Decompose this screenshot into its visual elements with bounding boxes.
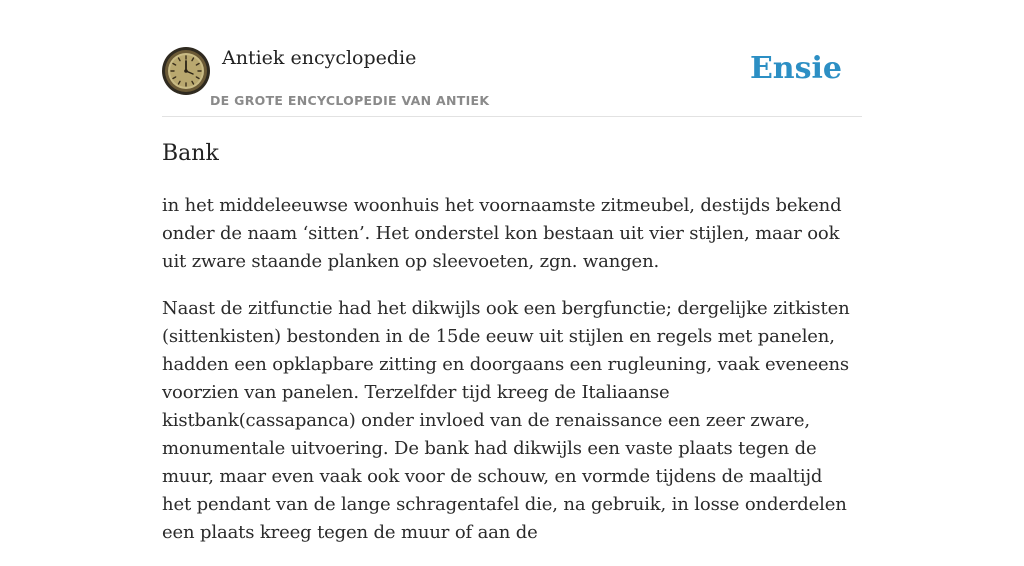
brand-logo[interactable]: Ensie bbox=[749, 51, 842, 86]
article-body bbox=[162, 192, 852, 566]
article-paragraph: in het middeleeuwse woonhuis het voornaamste zitmeubel, destijds bekend onder de naam ‘sitten’. Het onderstel kon bestaan uit vier stijlen, maar ook uit zware staande planken op sleevoeten, zgn. wangen. bbox=[162, 195, 842, 272]
article-title: Bank bbox=[162, 141, 219, 166]
site-title[interactable]: Antiek encyclopedie bbox=[222, 47, 417, 69]
site-subtitle: DE GROTE ENCYCLOPEDIE VAN ANTIEK bbox=[210, 93, 490, 108]
pocket-watch-icon[interactable] bbox=[162, 47, 210, 95]
article-paragraph: Naast de zitfunctie had het dikwijls ook een bergfunctie; dergelijke zitkisten (sittenkisten) bestonden in de 15de eeuw uit stijlen en regels met panelen, hadden een opklapbare zitting en doorgaans een rugleuning, vaak eveneens voorzien van panelen. Terzelfder tijd kreeg de Italiaanse kistbank(cassapanca) onder invloed van de renaissance een zeer zware, monumentale uitvoering. De bank had dikwijls een vaste plaats tegen de muur, maar even vaak ook voor de schouw, en vormde tijdens de maaltijd het pendant van de lange schragentafel die, na gebruik, in losse onderdelen een plaats kreeg tegen de muur of aan de bbox=[162, 298, 850, 543]
site-header bbox=[162, 0, 862, 117]
